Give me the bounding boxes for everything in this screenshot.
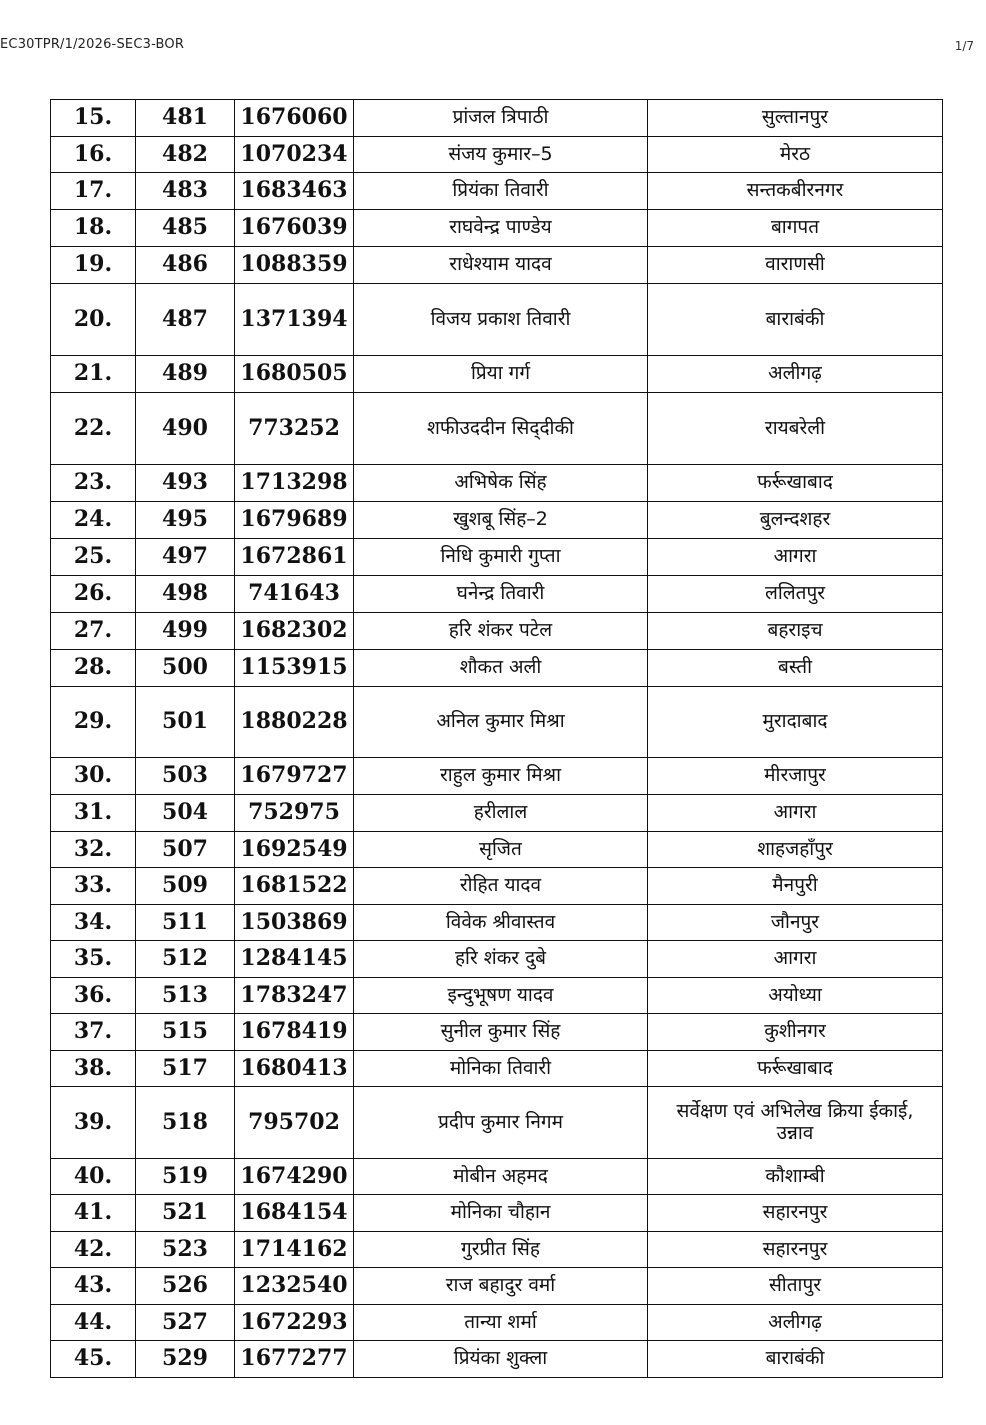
serial-number-cell: 24. <box>51 502 136 539</box>
district-cell: मेरठ <box>648 137 943 173</box>
table-row <box>51 539 943 576</box>
employee-id-cell: 752975 <box>235 795 354 832</box>
table-row <box>51 1341 943 1378</box>
serial-number-cell: 40. <box>51 1159 136 1195</box>
table-row <box>51 502 943 539</box>
table-row <box>51 1014 943 1051</box>
employee-id-cell: 1680413 <box>235 1051 354 1087</box>
name-cell: प्रांजल त्रिपाठी <box>354 100 648 137</box>
rank-cell: 507 <box>136 832 235 868</box>
table-row <box>51 905 943 941</box>
district-cell: सर्वेक्षण एवं अभिलेख क्रिया ईकाई, उन्नाव <box>648 1087 943 1159</box>
employee-id-cell: 1692549 <box>235 832 354 868</box>
name-cell: विजय प्रकाश तिवारी <box>354 284 648 356</box>
rank-cell: 509 <box>136 868 235 905</box>
serial-number-cell: 20. <box>51 284 136 356</box>
name-cell: मोनिका तिवारी <box>354 1051 648 1087</box>
district-cell: ललितपुर <box>648 576 943 613</box>
serial-number-cell: 32. <box>51 832 136 868</box>
name-cell: तान्या शर्मा <box>354 1305 648 1341</box>
employee-id-cell: 1714162 <box>235 1232 354 1268</box>
candidate-table <box>50 99 943 1378</box>
rank-cell: 512 <box>136 941 235 978</box>
name-cell: अनिल कुमार मिश्रा <box>354 687 648 758</box>
rank-cell: 523 <box>136 1232 235 1268</box>
district-cell: कुशीनगर <box>648 1014 943 1051</box>
district-cell: जौनपुर <box>648 905 943 941</box>
rank-cell: 495 <box>136 502 235 539</box>
district-cell: सहारनपुर <box>648 1232 943 1268</box>
district-cell: बुलन्दशहर <box>648 502 943 539</box>
name-cell: हरि शंकर पटेल <box>354 613 648 650</box>
serial-number-cell: 22. <box>51 393 136 465</box>
employee-id-cell: 1503869 <box>235 905 354 941</box>
rank-cell: 483 <box>136 173 235 210</box>
serial-number-cell: 19. <box>51 247 136 284</box>
serial-number-cell: 39. <box>51 1087 136 1159</box>
rank-cell: 487 <box>136 284 235 356</box>
name-cell: सृजित <box>354 832 648 868</box>
serial-number-cell: 43. <box>51 1268 136 1305</box>
table-row <box>51 1305 943 1341</box>
table-row <box>51 210 943 247</box>
table-row <box>51 613 943 650</box>
serial-number-cell: 27. <box>51 613 136 650</box>
page-number: 1/7 <box>954 39 974 53</box>
name-cell: प्रिया गर्ग <box>354 356 648 393</box>
district-cell: बाराबंकी <box>648 1341 943 1378</box>
name-cell: शौकत अली <box>354 650 648 687</box>
serial-number-cell: 35. <box>51 941 136 978</box>
table-row <box>51 247 943 284</box>
employee-id-cell: 1088359 <box>235 247 354 284</box>
rank-cell: 504 <box>136 795 235 832</box>
table-row <box>51 100 943 137</box>
name-cell: राधेश्याम यादव <box>354 247 648 284</box>
district-cell: आगरा <box>648 795 943 832</box>
serial-number-cell: 28. <box>51 650 136 687</box>
rank-cell: 481 <box>136 100 235 137</box>
rank-cell: 521 <box>136 1195 235 1232</box>
district-cell: अलीगढ़ <box>648 1305 943 1341</box>
rank-cell: 497 <box>136 539 235 576</box>
table-row <box>51 1268 943 1305</box>
district-cell: अलीगढ़ <box>648 356 943 393</box>
name-cell: राहुल कुमार मिश्रा <box>354 758 648 795</box>
rank-cell: 493 <box>136 465 235 502</box>
rank-cell: 499 <box>136 613 235 650</box>
serial-number-cell: 41. <box>51 1195 136 1232</box>
serial-number-cell: 33. <box>51 868 136 905</box>
district-cell: बस्ती <box>648 650 943 687</box>
serial-number-cell: 23. <box>51 465 136 502</box>
name-cell: हरीलाल <box>354 795 648 832</box>
employee-id-cell: 1676039 <box>235 210 354 247</box>
name-cell: इन्दुभूषण यादव <box>354 978 648 1014</box>
serial-number-cell: 18. <box>51 210 136 247</box>
candidate-table-body <box>51 100 943 1378</box>
name-cell: राज बहादुर वर्मा <box>354 1268 648 1305</box>
employee-id-cell: 1680505 <box>235 356 354 393</box>
employee-id-cell: 1070234 <box>235 137 354 173</box>
employee-id-cell: 1681522 <box>235 868 354 905</box>
name-cell: प्रियंका तिवारी <box>354 173 648 210</box>
employee-id-cell: 1682302 <box>235 613 354 650</box>
district-cell: कौशाम्बी <box>648 1159 943 1195</box>
table-row <box>51 284 943 356</box>
rank-cell: 501 <box>136 687 235 758</box>
district-cell: अयोध्या <box>648 978 943 1014</box>
name-cell: राघवेन्द्र पाण्डेय <box>354 210 648 247</box>
name-cell: मोबीन अहमद <box>354 1159 648 1195</box>
employee-id-cell: 741643 <box>235 576 354 613</box>
name-cell: गुरप्रीत सिंह <box>354 1232 648 1268</box>
table-row <box>51 941 943 978</box>
name-cell: हरि शंकर दुबे <box>354 941 648 978</box>
serial-number-cell: 29. <box>51 687 136 758</box>
serial-number-cell: 31. <box>51 795 136 832</box>
district-cell: सुल्तानपुर <box>648 100 943 137</box>
table-row <box>51 137 943 173</box>
employee-id-cell: 1371394 <box>235 284 354 356</box>
document-reference: EC30TPR/1/2026-SEC3-BOR <box>0 37 185 52</box>
serial-number-cell: 37. <box>51 1014 136 1051</box>
rank-cell: 518 <box>136 1087 235 1159</box>
serial-number-cell: 26. <box>51 576 136 613</box>
rank-cell: 503 <box>136 758 235 795</box>
rank-cell: 513 <box>136 978 235 1014</box>
name-cell: रोहित यादव <box>354 868 648 905</box>
table-row <box>51 650 943 687</box>
table-row <box>51 687 943 758</box>
name-cell: मोनिका चौहान <box>354 1195 648 1232</box>
serial-number-cell: 34. <box>51 905 136 941</box>
table-row <box>51 576 943 613</box>
district-cell: मीरजापुर <box>648 758 943 795</box>
employee-id-cell: 1684154 <box>235 1195 354 1232</box>
district-cell: बहराइच <box>648 613 943 650</box>
rank-cell: 498 <box>136 576 235 613</box>
district-cell: शाहजहाँपुर <box>648 832 943 868</box>
serial-number-cell: 44. <box>51 1305 136 1341</box>
table-row <box>51 465 943 502</box>
employee-id-cell: 1678419 <box>235 1014 354 1051</box>
employee-id-cell: 1713298 <box>235 465 354 502</box>
district-cell: आगरा <box>648 941 943 978</box>
district-cell: सीतापुर <box>648 1268 943 1305</box>
table-row <box>51 393 943 465</box>
name-cell: शफीउददीन सिद्‌दीकी <box>354 393 648 465</box>
serial-number-cell: 30. <box>51 758 136 795</box>
district-cell: वाराणसी <box>648 247 943 284</box>
employee-id-cell: 1880228 <box>235 687 354 758</box>
serial-number-cell: 16. <box>51 137 136 173</box>
district-cell: बागपत <box>648 210 943 247</box>
employee-id-cell: 1672861 <box>235 539 354 576</box>
employee-id-cell: 1232540 <box>235 1268 354 1305</box>
rank-cell: 511 <box>136 905 235 941</box>
serial-number-cell: 36. <box>51 978 136 1014</box>
table-row <box>51 1051 943 1087</box>
employee-id-cell: 1676060 <box>235 100 354 137</box>
table-row <box>51 1195 943 1232</box>
employee-id-cell: 1679689 <box>235 502 354 539</box>
table-row <box>51 758 943 795</box>
table-row <box>51 173 943 210</box>
rank-cell: 485 <box>136 210 235 247</box>
rank-cell: 500 <box>136 650 235 687</box>
employee-id-cell: 1672293 <box>235 1305 354 1341</box>
rank-cell: 526 <box>136 1268 235 1305</box>
employee-id-cell: 1783247 <box>235 978 354 1014</box>
serial-number-cell: 25. <box>51 539 136 576</box>
rank-cell: 519 <box>136 1159 235 1195</box>
rank-cell: 527 <box>136 1305 235 1341</box>
table-row <box>51 832 943 868</box>
name-cell: विवेक श्रीवास्तव <box>354 905 648 941</box>
employee-id-cell: 1677277 <box>235 1341 354 1378</box>
name-cell: प्रदीप कुमार निगम <box>354 1087 648 1159</box>
employee-id-cell: 773252 <box>235 393 354 465</box>
rank-cell: 489 <box>136 356 235 393</box>
serial-number-cell: 15. <box>51 100 136 137</box>
serial-number-cell: 38. <box>51 1051 136 1087</box>
employee-id-cell: 1683463 <box>235 173 354 210</box>
name-cell: प्रियंका शुक्ला <box>354 1341 648 1378</box>
district-cell: सहारनपुर <box>648 1195 943 1232</box>
employee-id-cell: 795702 <box>235 1087 354 1159</box>
district-cell: आगरा <box>648 539 943 576</box>
district-cell: बाराबंकी <box>648 284 943 356</box>
district-cell: मैनपुरी <box>648 868 943 905</box>
serial-number-cell: 21. <box>51 356 136 393</box>
employee-id-cell: 1284145 <box>235 941 354 978</box>
serial-number-cell: 17. <box>51 173 136 210</box>
rank-cell: 515 <box>136 1014 235 1051</box>
name-cell: अभिषेक सिंह <box>354 465 648 502</box>
district-cell: सन्तकबीरनगर <box>648 173 943 210</box>
name-cell: संजय कुमार–5 <box>354 137 648 173</box>
employee-id-cell: 1679727 <box>235 758 354 795</box>
employee-id-cell: 1674290 <box>235 1159 354 1195</box>
name-cell: खुशबू सिंह–2 <box>354 502 648 539</box>
table-row <box>51 1087 943 1159</box>
table-row <box>51 1159 943 1195</box>
rank-cell: 482 <box>136 137 235 173</box>
district-cell: रायबरेली <box>648 393 943 465</box>
table-row <box>51 795 943 832</box>
table-row <box>51 356 943 393</box>
district-cell: फर्रूखाबाद <box>648 465 943 502</box>
name-cell: घनेन्द्र तिवारी <box>354 576 648 613</box>
rank-cell: 490 <box>136 393 235 465</box>
table-row <box>51 978 943 1014</box>
table-row <box>51 1232 943 1268</box>
rank-cell: 529 <box>136 1341 235 1378</box>
district-cell: मुरादाबाद <box>648 687 943 758</box>
serial-number-cell: 45. <box>51 1341 136 1378</box>
employee-id-cell: 1153915 <box>235 650 354 687</box>
rank-cell: 517 <box>136 1051 235 1087</box>
name-cell: सुनील कुमार सिंह <box>354 1014 648 1051</box>
serial-number-cell: 42. <box>51 1232 136 1268</box>
rank-cell: 486 <box>136 247 235 284</box>
district-cell: फर्रूखाबाद <box>648 1051 943 1087</box>
name-cell: निधि कुमारी गुप्ता <box>354 539 648 576</box>
table-row <box>51 868 943 905</box>
